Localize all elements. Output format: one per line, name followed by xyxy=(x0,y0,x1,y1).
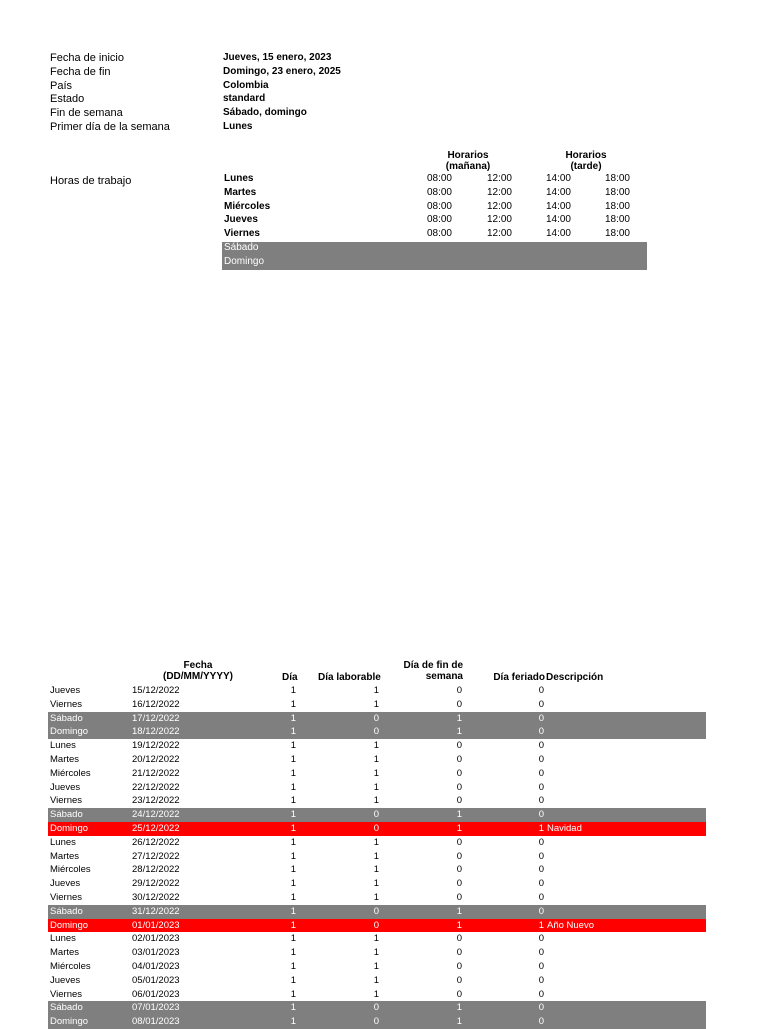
row-day-name: Jueves xyxy=(50,781,81,793)
working-day-name: Sábado xyxy=(224,241,259,253)
row-laborable: 1 xyxy=(373,795,379,807)
row-fin-semana: 1 xyxy=(456,905,462,917)
working-day-name: Martes xyxy=(224,186,257,198)
working-hours-label: Horas de trabajo xyxy=(50,175,132,187)
table-row xyxy=(48,988,706,1002)
row-dia: 1 xyxy=(290,795,296,807)
row-dia: 1 xyxy=(290,1016,296,1028)
row-feriado: 0 xyxy=(538,698,544,710)
row-feriado: 0 xyxy=(538,753,544,765)
row-feriado: 0 xyxy=(538,960,544,972)
row-date: 27/12/2022 xyxy=(132,850,180,862)
row-fin-semana: 0 xyxy=(456,850,462,862)
morning-end: 12:00 xyxy=(486,173,512,184)
row-fin-semana: 0 xyxy=(456,933,462,945)
row-laborable: 1 xyxy=(373,974,379,986)
row-dia: 1 xyxy=(290,933,296,945)
row-fin-semana: 0 xyxy=(456,960,462,972)
row-day-name: Sábado xyxy=(50,1002,83,1014)
row-laborable: 1 xyxy=(373,740,379,752)
table-row xyxy=(48,974,706,988)
working-hours-row xyxy=(222,228,647,242)
row-day-name: Domingo xyxy=(50,1016,89,1028)
row-dia: 1 xyxy=(290,878,296,890)
row-day-name: Viernes xyxy=(50,891,83,903)
table-row xyxy=(48,684,706,698)
morning-end: 12:00 xyxy=(486,200,512,212)
row-fin-semana: 1 xyxy=(456,1016,462,1028)
row-day-name: Miércoles xyxy=(50,767,91,779)
morning-start: 08:00 xyxy=(426,214,452,226)
row-feriado: 0 xyxy=(538,795,544,807)
row-date: 24/12/2022 xyxy=(132,809,180,821)
row-date: 31/12/2022 xyxy=(132,905,180,917)
row-fin-semana: 0 xyxy=(456,795,462,807)
row-date: 04/01/2023 xyxy=(132,960,180,972)
working-hours-table xyxy=(222,173,647,270)
header-fin-semana xyxy=(403,660,463,682)
afternoon-end: 18:00 xyxy=(604,228,630,240)
first-day-value: Lunes xyxy=(223,120,253,132)
row-fin-semana: 0 xyxy=(456,698,462,710)
afternoon-start: 14:00 xyxy=(545,186,571,198)
row-feriado: 0 xyxy=(538,836,544,848)
afternoon-end: 18:00 xyxy=(604,186,630,198)
row-descripcion: Navidad xyxy=(547,822,582,834)
row-fin-semana: 1 xyxy=(456,919,462,931)
table-row xyxy=(48,739,706,753)
row-laborable: 1 xyxy=(373,933,379,945)
row-feriado: 0 xyxy=(538,988,544,1000)
row-day-name: Lunes xyxy=(50,836,76,848)
row-dia: 1 xyxy=(290,1002,296,1014)
row-day-name: Domingo xyxy=(50,822,89,834)
row-date: 26/12/2022 xyxy=(132,836,180,848)
header-dia: Día xyxy=(282,672,298,683)
row-date: 23/12/2022 xyxy=(132,795,180,807)
row-feriado: 0 xyxy=(538,891,544,903)
row-feriado: 1 xyxy=(538,822,544,834)
working-hours-row xyxy=(222,214,647,228)
row-day-name: Domingo xyxy=(50,919,89,931)
table-row xyxy=(48,753,706,767)
morning-start: 08:00 xyxy=(426,186,452,198)
table-row xyxy=(48,712,706,726)
row-laborable: 0 xyxy=(373,822,379,834)
row-feriado: 0 xyxy=(538,974,544,986)
row-dia: 1 xyxy=(290,781,296,793)
table-row xyxy=(48,877,706,891)
morning-end: 12:00 xyxy=(486,186,512,198)
morning-header-line2: (mañana) xyxy=(445,161,491,172)
row-date: 25/12/2022 xyxy=(132,822,180,834)
row-laborable: 1 xyxy=(373,753,379,765)
row-day-name: Jueves xyxy=(50,974,81,986)
row-dia: 1 xyxy=(290,753,296,765)
working-day-name: Jueves xyxy=(224,214,258,226)
row-laborable: 0 xyxy=(373,712,379,724)
row-laborable: 1 xyxy=(373,685,379,696)
header-descripcion: Descripción xyxy=(546,672,604,683)
first-day-label: Primer día de la semana xyxy=(50,120,170,133)
row-day-name: Sábado xyxy=(50,905,83,917)
row-day-name: Viernes xyxy=(50,795,83,807)
row-day-name: Miércoles xyxy=(50,864,91,876)
table-row xyxy=(48,836,706,850)
row-dia: 1 xyxy=(290,974,296,986)
row-date: 08/01/2023 xyxy=(132,1016,180,1028)
row-laborable: 0 xyxy=(373,809,379,821)
row-dia: 1 xyxy=(290,905,296,917)
end-date-value: Domingo, 23 enero, 2025 xyxy=(223,65,341,77)
row-dia: 1 xyxy=(290,850,296,862)
row-date: 05/01/2023 xyxy=(132,974,180,986)
row-day-name: Martes xyxy=(50,850,80,862)
row-fin-semana: 0 xyxy=(456,878,462,890)
row-laborable: 1 xyxy=(373,767,379,779)
row-fin-semana: 0 xyxy=(456,974,462,986)
row-laborable: 1 xyxy=(373,878,379,890)
state-value: standard xyxy=(223,93,266,105)
row-feriado: 0 xyxy=(538,781,544,793)
row-dia: 1 xyxy=(290,740,296,752)
row-date: 30/12/2022 xyxy=(132,891,180,903)
row-feriado: 0 xyxy=(538,740,544,752)
row-date: 16/12/2022 xyxy=(132,698,180,710)
row-laborable: 0 xyxy=(373,1002,379,1014)
afternoon-start: 14:00 xyxy=(545,200,571,212)
row-feriado: 0 xyxy=(538,864,544,876)
row-feriado: 0 xyxy=(538,1016,544,1028)
row-fin-semana: 1 xyxy=(456,1002,462,1014)
row-feriado: 0 xyxy=(538,905,544,917)
row-dia: 1 xyxy=(290,698,296,710)
table-row xyxy=(48,863,706,877)
end-date-label: Fecha de fin xyxy=(50,65,111,78)
row-dia: 1 xyxy=(290,960,296,972)
row-date: 28/12/2022 xyxy=(132,864,180,876)
row-fin-semana: 0 xyxy=(456,947,462,959)
morning-hours-header xyxy=(428,150,508,172)
row-date: 07/01/2023 xyxy=(132,1002,180,1014)
row-day-name: Jueves xyxy=(50,878,81,890)
row-fin-semana: 0 xyxy=(456,891,462,903)
morning-end: 12:00 xyxy=(486,228,512,240)
afternoon-hours-header xyxy=(546,150,626,172)
header-fin-line1: Día de fin de xyxy=(403,660,463,671)
table-row xyxy=(48,698,706,712)
header-fecha-line2: (DD/MM/YYYY) xyxy=(163,671,233,682)
start-date-value: Jueves, 15 enero, 2023 xyxy=(223,52,332,63)
row-date: 17/12/2022 xyxy=(132,712,180,724)
table-row xyxy=(48,767,706,781)
row-fin-semana: 1 xyxy=(456,822,462,834)
row-laborable: 1 xyxy=(373,850,379,862)
table-row xyxy=(48,1001,706,1015)
row-dia: 1 xyxy=(290,919,296,931)
table-row xyxy=(48,946,706,960)
working-day-name: Viernes xyxy=(224,228,260,240)
row-fin-semana: 0 xyxy=(456,685,462,696)
table-row xyxy=(48,1015,706,1029)
table-row xyxy=(48,794,706,808)
working-day-name: Domingo xyxy=(224,255,265,267)
row-day-name: Lunes xyxy=(50,740,76,752)
start-date-label: Fecha de inicio xyxy=(50,52,124,64)
table-row xyxy=(48,781,706,795)
country-label: País xyxy=(50,79,73,92)
row-fin-semana: 1 xyxy=(456,712,462,724)
row-dia: 1 xyxy=(290,822,296,834)
table-row xyxy=(48,850,706,864)
working-day-name: Miércoles xyxy=(224,200,271,212)
calendar-header xyxy=(48,660,706,684)
working-hours-row xyxy=(222,201,647,215)
weekend-label: Fin de semana xyxy=(50,107,123,120)
row-date: 01/01/2023 xyxy=(132,919,180,931)
row-day-name: Miércoles xyxy=(50,960,91,972)
header-fecha xyxy=(138,660,258,682)
row-laborable: 0 xyxy=(373,919,379,931)
row-laborable: 0 xyxy=(373,726,379,738)
afternoon-start: 14:00 xyxy=(545,173,571,184)
morning-start: 08:00 xyxy=(426,200,452,212)
row-date: 06/01/2023 xyxy=(132,988,180,1000)
afternoon-end: 18:00 xyxy=(604,200,630,212)
morning-start: 08:00 xyxy=(426,228,452,240)
row-date: 20/12/2022 xyxy=(132,753,180,765)
row-laborable: 0 xyxy=(373,1016,379,1028)
afternoon-start: 14:00 xyxy=(545,228,571,240)
working-hours-row xyxy=(222,256,647,270)
afternoon-header-line2: (tarde) xyxy=(570,161,602,172)
row-day-name: Viernes xyxy=(50,698,83,710)
working-day-name: Lunes xyxy=(224,173,254,184)
row-fin-semana: 1 xyxy=(456,726,462,738)
row-laborable: 1 xyxy=(373,891,379,903)
state-label: Estado xyxy=(50,93,85,106)
afternoon-end: 18:00 xyxy=(604,214,630,226)
row-fin-semana: 0 xyxy=(456,988,462,1000)
country-value: Colombia xyxy=(223,79,269,91)
row-day-name: Viernes xyxy=(50,988,83,1000)
row-date: 21/12/2022 xyxy=(132,767,180,779)
row-dia: 1 xyxy=(290,947,296,959)
morning-end: 12:00 xyxy=(486,214,512,226)
row-date: 22/12/2022 xyxy=(132,781,180,793)
row-dia: 1 xyxy=(290,685,296,696)
row-feriado: 0 xyxy=(538,726,544,738)
row-date: 15/12/2022 xyxy=(132,685,180,696)
header-laborable: Día laborable xyxy=(318,672,381,683)
table-row xyxy=(48,960,706,974)
row-feriado: 0 xyxy=(538,850,544,862)
row-dia: 1 xyxy=(290,836,296,848)
row-feriado: 0 xyxy=(538,712,544,724)
working-hours-row xyxy=(222,242,647,256)
row-laborable: 1 xyxy=(373,960,379,972)
row-fin-semana: 0 xyxy=(456,740,462,752)
row-dia: 1 xyxy=(290,712,296,724)
working-hours-row xyxy=(222,173,647,187)
header-fin-line2: semana xyxy=(425,671,463,682)
row-fin-semana: 0 xyxy=(456,781,462,793)
row-dia: 1 xyxy=(290,767,296,779)
row-feriado: 0 xyxy=(538,933,544,945)
row-day-name: Domingo xyxy=(50,726,89,738)
table-row xyxy=(48,822,706,836)
row-day-name: Lunes xyxy=(50,933,76,945)
row-day-name: Jueves xyxy=(50,685,81,696)
row-fin-semana: 0 xyxy=(456,753,462,765)
row-laborable: 1 xyxy=(373,698,379,710)
row-dia: 1 xyxy=(290,988,296,1000)
row-dia: 1 xyxy=(290,891,296,903)
row-date: 19/12/2022 xyxy=(132,740,180,752)
row-laborable: 1 xyxy=(373,781,379,793)
table-row xyxy=(48,725,706,739)
row-date: 03/01/2023 xyxy=(132,947,180,959)
table-row xyxy=(48,808,706,822)
weekend-value: Sábado, domingo xyxy=(223,107,307,119)
row-feriado: 0 xyxy=(538,809,544,821)
row-laborable: 1 xyxy=(373,864,379,876)
row-feriado: 0 xyxy=(538,947,544,959)
morning-start: 08:00 xyxy=(426,173,452,184)
row-feriado: 0 xyxy=(538,1002,544,1014)
header-fecha-line1: Fecha xyxy=(183,660,213,671)
row-dia: 1 xyxy=(290,726,296,738)
row-fin-semana: 0 xyxy=(456,836,462,848)
row-fin-semana: 0 xyxy=(456,767,462,779)
row-laborable: 1 xyxy=(373,836,379,848)
row-laborable: 0 xyxy=(373,905,379,917)
row-feriado: 1 xyxy=(538,919,544,931)
row-date: 18/12/2022 xyxy=(132,726,180,738)
row-dia: 1 xyxy=(290,809,296,821)
table-row xyxy=(48,932,706,946)
afternoon-header-line1: Horarios xyxy=(565,150,607,161)
row-feriado: 0 xyxy=(538,878,544,890)
afternoon-end: 18:00 xyxy=(604,173,630,184)
row-descripcion: Año Nuevo xyxy=(547,919,595,931)
row-fin-semana: 0 xyxy=(456,864,462,876)
row-day-name: Sábado xyxy=(50,809,83,821)
working-hours-row xyxy=(222,187,647,201)
row-fin-semana: 1 xyxy=(456,809,462,821)
header-feriado: Día feriado xyxy=(493,672,545,683)
row-day-name: Martes xyxy=(50,947,80,959)
row-date: 29/12/2022 xyxy=(132,878,180,890)
row-feriado: 0 xyxy=(538,685,544,696)
calendar-table xyxy=(48,684,706,1029)
row-day-name: Martes xyxy=(50,753,80,765)
table-row xyxy=(48,919,706,933)
morning-header-line1: Horarios xyxy=(447,150,489,161)
table-row xyxy=(48,891,706,905)
row-dia: 1 xyxy=(290,864,296,876)
afternoon-start: 14:00 xyxy=(545,214,571,226)
row-date: 02/01/2023 xyxy=(132,933,180,945)
row-day-name: Sábado xyxy=(50,712,83,724)
row-laborable: 1 xyxy=(373,947,379,959)
row-feriado: 0 xyxy=(538,767,544,779)
row-laborable: 1 xyxy=(373,988,379,1000)
table-row xyxy=(48,905,706,919)
